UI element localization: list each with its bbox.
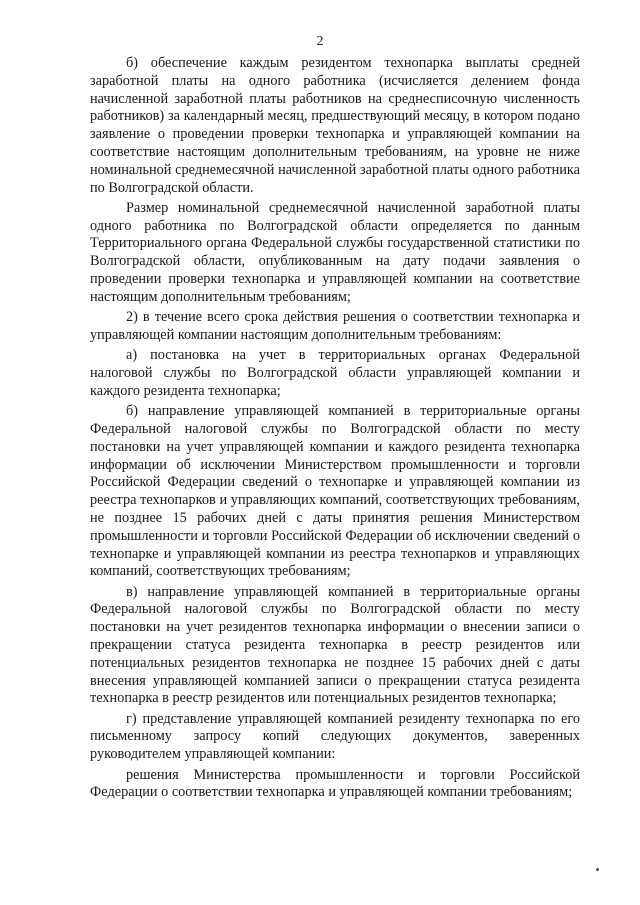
paragraph-5: б) направление управляющей компанией в территориальные органы Федеральной налоговой службы по Волгоградской области по месту постановки на учет управляющей компании и каждого резидента технопарка информации об исключении Министерством промышленности и торговли Российской Федерации сведений о технопарке и управляющей компании из реестра технопарков и управляющих компаний, соответствующих требованиям, не позднее 15 рабочих дней с даты принятия решения Министерством промышленности и торговли Российской Федерации об исключении сведений о технопарке и управляющей компании из реестра технопарков и управляющих компаний, соответствующих требованиям; <box>90 403 580 580</box>
page-number: 2 <box>316 34 324 49</box>
scan-speck <box>596 868 599 871</box>
paragraph-4: а) постановка на учет в территориальных органах Федеральной налоговой службы по Волгоградской области управляющей компании и каждого резидента технопарка; <box>90 347 580 399</box>
document-body <box>90 55 580 805</box>
paragraph-8: решения Министерства промышленности и торговли Российской Федерации о соответствии технопарка и управляющей компании требованиям; <box>90 766 580 801</box>
paragraph-6: в) направление управляющей компанией в территориальные органы Федеральной налоговой службы по Волгоградской области по месту постановки на учет резидентов технопарка информации о внесении записи о прекращении статуса резидента технопарка в реестр резидентов или потенциальных резидентов технопарка не позднее 15 рабочих дней с даты внесения управляющей компанией записи о прекращении статуса резидента технопарка в реестр резидентов или потенциальных резидентов технопарка; <box>90 583 580 707</box>
paragraph-1: б) обеспечение каждым резидентом технопарка выплаты средней заработной платы на одного работника (исчисляется делением фонда начисленной заработной платы работников на среднесписочную численность работников) за календарный месяц, предшествующий месяцу, в котором подано заявление о проведении проверки технопарка и управляющей компании на соответствие настоящим дополнительным требованиям, на уровне не ниже номинальной среднемесячной начисленной заработной платы одного работника по Волгоградской области. <box>90 55 580 196</box>
paragraph-3: 2) в течение всего срока действия решения о соответствии технопарка и управляющей компании настоящим дополнительным требованиям: <box>90 309 580 343</box>
paragraph-7: г) представление управляющей компанией резиденту технопарка по его письменному запросу копий следующих документов, заверенных руководителем управляющей компании: <box>90 710 580 763</box>
paragraph-2: Размер номинальной среднемесячной начисленной заработной платы одного работника по Волгоградской области определяется по данным Территориального органа Федеральной службы государственной статистики по Волгоградской области, опубликованным на дату подачи заявления о проведении проверки технопарка и управляющей компании на соответствие настоящим дополнительным требованиям; <box>90 199 580 305</box>
